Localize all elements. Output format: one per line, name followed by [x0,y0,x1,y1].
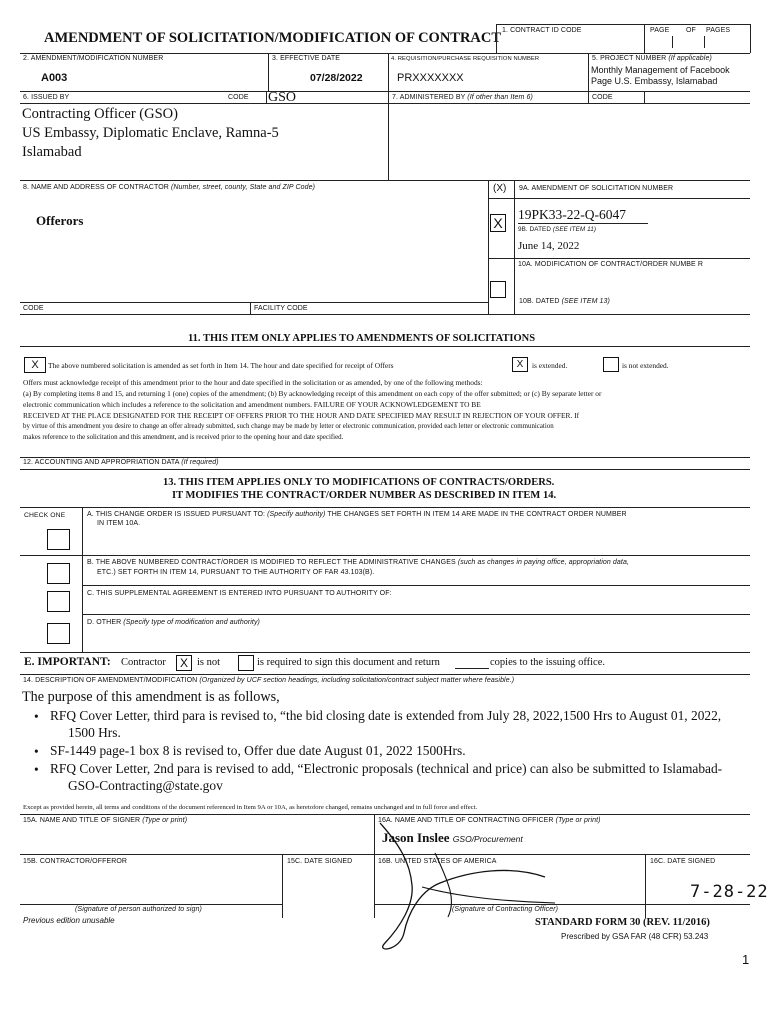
option-d-text: D. OTHER (Specify type of modification and authority) [87,619,260,626]
important-is-not: is not [197,657,221,668]
option-b-text1: B. THE ABOVE NUMBERED CONTRACT/ORDER IS MODIFIED TO REFLECT THE ADMINISTRATIVE CHANGES (such as changes in paying office, appropriation data, [87,559,629,566]
description-intro: The purpose of this amendment is as follows, [22,689,280,705]
contractor-date-label: 15C. DATE SIGNED [287,858,353,865]
extended-checkbox[interactable]: X [512,357,528,372]
issued-by-line1: Contracting Officer (GSO) [22,106,178,122]
project-value-line1: Monthly Management of Facebook [591,65,730,75]
section-11-main-line: The above numbered solicitation is amended as set forth in Item 14. The hour and date specified for receipt of Offers [48,361,394,370]
not-extended-checkbox[interactable] [603,357,619,372]
requisition-value: PRXXXXXXX [397,72,464,84]
issued-code-label: CODE [228,94,249,101]
effective-date-label: 3. EFFECTIVE DATE [272,55,341,62]
project-value-line2: Page U.S. Embassy, Islamabad [591,76,718,86]
dated-9b-value: June 14, 2022 [518,240,580,252]
modification-contract-label: 10A. MODIFICATION OF CONTRACT/ORDER NUMBE R [518,261,704,268]
bullet-1: • [34,709,39,724]
amendment-number-label: 2. AMENDMENT/MODIFICATION NUMBER [23,55,164,62]
section-11-line3: electronic communication which includes a reference to the solicitation and amendment numbers. FAILURE OF YOUR ACKNOWLEDGEMENT TO BE [23,400,481,409]
important-label: E. IMPORTANT: [24,656,111,668]
important-is-required: is required to sign this document and return [257,657,440,668]
administered-by-label: 7. ADMINISTERED BY (If other than Item 6) [392,94,533,101]
usa-signature-label: 16B. UNITED STATES OF AMERICA [378,858,497,865]
issued-by-line3: Islamabad [22,144,82,160]
amendment-solicitation-value: 19PK33-22-Q-6047 [518,207,626,222]
check-one-label: CHECK ONE [24,512,66,519]
not-extended-label: is not extended. [622,361,669,370]
option-b-text2: ETC.) SET FORTH IN ITEM 14, PURSUANT TO THE AUTHORITY OF FAR 43.103(B). [97,569,375,576]
section-13-title1: 13. THIS ITEM APPLIES ONLY TO MODIFICATIONS OF CONTRACTS/ORDERS. [163,477,555,488]
contractor-signature-label: 15B. CONTRACTOR/OFFEROR [23,858,128,865]
signer-name-label: 15A. NAME AND TITLE OF SIGNER (Type or print) [23,817,188,824]
issued-code-value: GSO [268,90,297,105]
section-11-line6: makes reference to the solicitation and this amendment, and is received prior to the opening hour and date specified. [23,434,344,441]
modification-checkbox[interactable] [490,281,506,298]
bullet-3-line1: RFQ Cover Letter, 2nd para is revised to add, “Electronic proposals (technical and price) can also be submitted to Islamabad- [50,761,723,776]
requisition-label: 4. REQUISITION/PURCHASE REQUISITION NUMBER [391,56,540,62]
page-number: 1 [742,952,750,967]
standard-form: STANDARD FORM 30 (REV. 11/2016) [535,917,710,928]
option-c-checkbox[interactable] [47,591,70,612]
option-a-text2: IN ITEM 10A. [97,520,141,527]
section-13-title2: IT MODIFIES THE CONTRACT/ORDER NUMBER AS DESCRIBED IN ITEM 14. [172,490,557,501]
administered-code-label: CODE [592,94,613,101]
of-label: OF [686,27,696,34]
section-11-line2: (a) By completing items 8 and 15, and returning 1 (one) copies of the amendment; (b) By acknowledging receipt of this amendment on each copy of the offer submitted; or (c) By separate letter or [23,389,602,398]
solicitation-amended-checkbox[interactable]: X [24,357,46,373]
section-11-line4: RECEIVED AT THE PLACE DESIGNATED FOR THE RECEIPT OF OFFERS PRIOR TO THE HOUR AND DATE SPECIFIED MAY RESULT IN REJECTION OF YOUR OFFER. If [23,411,580,420]
prescribed-by: Prescribed by GSA FAR (48 CFR) 53.243 [561,932,709,941]
issued-by-line2: US Embassy, Diplomatic Enclave, Ramna-5 [22,125,279,141]
pages-label: PAGES [706,27,731,34]
section-11-line1: Offers must acknowledge receipt of this amendment prior to the hour and date specified in the solicitation or as amended, by one of the following methods: [23,378,483,387]
extended-label: is extended. [532,361,568,370]
bullet-1-line1: RFQ Cover Letter, third para is revised to, “the bid closing date is extended from July 28, 2022,1500 Hrs to August 01, 2022, [50,708,722,723]
officer-name: Jason Inslee GSO/Procurement [382,830,523,845]
option-a-checkbox[interactable] [47,529,70,550]
option-d-checkbox[interactable] [47,623,70,644]
contractor-value: Offerors [36,213,84,228]
is-not-checkbox[interactable]: X [176,655,192,671]
important-contractor: Contractor [121,657,166,668]
section-11-title: 11. THIS ITEM ONLY APPLIES TO AMENDMENTS OF SOLICITATIONS [188,333,536,344]
officer-date-label: 16C. DATE SIGNED [650,858,716,865]
except-statement: Except as provided herein, all terms and conditions of the document referenced in Item 9A or 10A, as heretofore changed, remains unchanged and in full force and effect. [23,804,478,811]
x-column-header: (X) [493,183,507,194]
bullet-3: • [34,762,39,777]
contractor-label: 8. NAME AND ADDRESS OF CONTRACTOR (Number, street, county, State and ZIP Code) [23,184,316,191]
page-value: 1 [661,38,666,48]
option-c-text: C. THIS SUPPLEMENTAL AGREEMENT IS ENTERED INTO PURSUANT TO AUTHORITY OF: [87,590,392,597]
handwritten-date: 7-28-22 [690,882,769,902]
amendment-number-value: A003 [41,72,68,84]
option-b-checkbox[interactable] [47,563,70,584]
section-11-line5: by virtue of this amendment you desire to change an offer already submitted, such change may be made by letter or electronic communication, provided each letter or electronic communication [23,423,554,430]
bullet-2-line1: SF-1449 page-1 box 8 is revised to, Offer due date August 01, 2022 1500Hrs. [50,743,466,758]
effective-date-value: 07/28/2022 [310,72,363,84]
bullet-3-line2: GSO-Contracting@state.gov [68,778,223,793]
facility-code-label: FACILITY CODE [254,305,308,312]
bullet-2: • [34,744,39,759]
pages-value: 1 [716,38,721,48]
officer-name-label: 16A. NAME AND TITLE OF CONTRACTING OFFICER (Type or print) [378,817,601,824]
contractor-signature-note: (Signature of person authorized to sign) [75,906,202,913]
page-label: PAGE [650,27,670,34]
bullet-1-line2: 1500 Hrs. [68,725,121,740]
amendment-solicitation-label: 9A. AMENDMENT OF SOLICITATION NUMBER [519,185,674,192]
dated-9b-label: 9B. DATED (SEE ITEM 11) [518,226,597,233]
is-required-checkbox[interactable] [238,655,254,671]
contract-id-label: 1. CONTRACT ID CODE [502,27,582,34]
option-a-text1: A. THIS CHANGE ORDER IS ISSUED PURSUANT TO: (Specify authority) THE CHANGES SET FORTH IN ITEM 14 ARE MADE IN THE CONTRACT ORDER NUMBER [87,511,627,518]
form-title: AMENDMENT OF SOLICITATION/MODIFICATION OF CONTRACT [44,30,502,46]
important-copies: copies to the issuing office. [490,657,605,668]
description-label: 14. DESCRIPTION OF AMENDMENT/MODIFICATION (Organized by UCF section headings, including solicitation/contract subject matter where feasible.) [23,677,515,684]
previous-edition: Previous edition unusable [23,916,115,925]
amendment-checkbox[interactable]: X [490,214,506,232]
dated-10b-label: 10B. DATED (SEE ITEM 13) [519,298,610,305]
issued-by-label: 6. ISSUED BY [23,94,70,101]
contractor-code-label: CODE [23,305,44,312]
accounting-data-label: 12. ACCOUNTING AND APPROPRIATION DATA (If required) [23,459,219,466]
project-number-label: 5. PROJECT NUMBER (If applicable) [592,55,712,62]
officer-signature-note: (Signature of Contracting Officer) [452,906,559,913]
